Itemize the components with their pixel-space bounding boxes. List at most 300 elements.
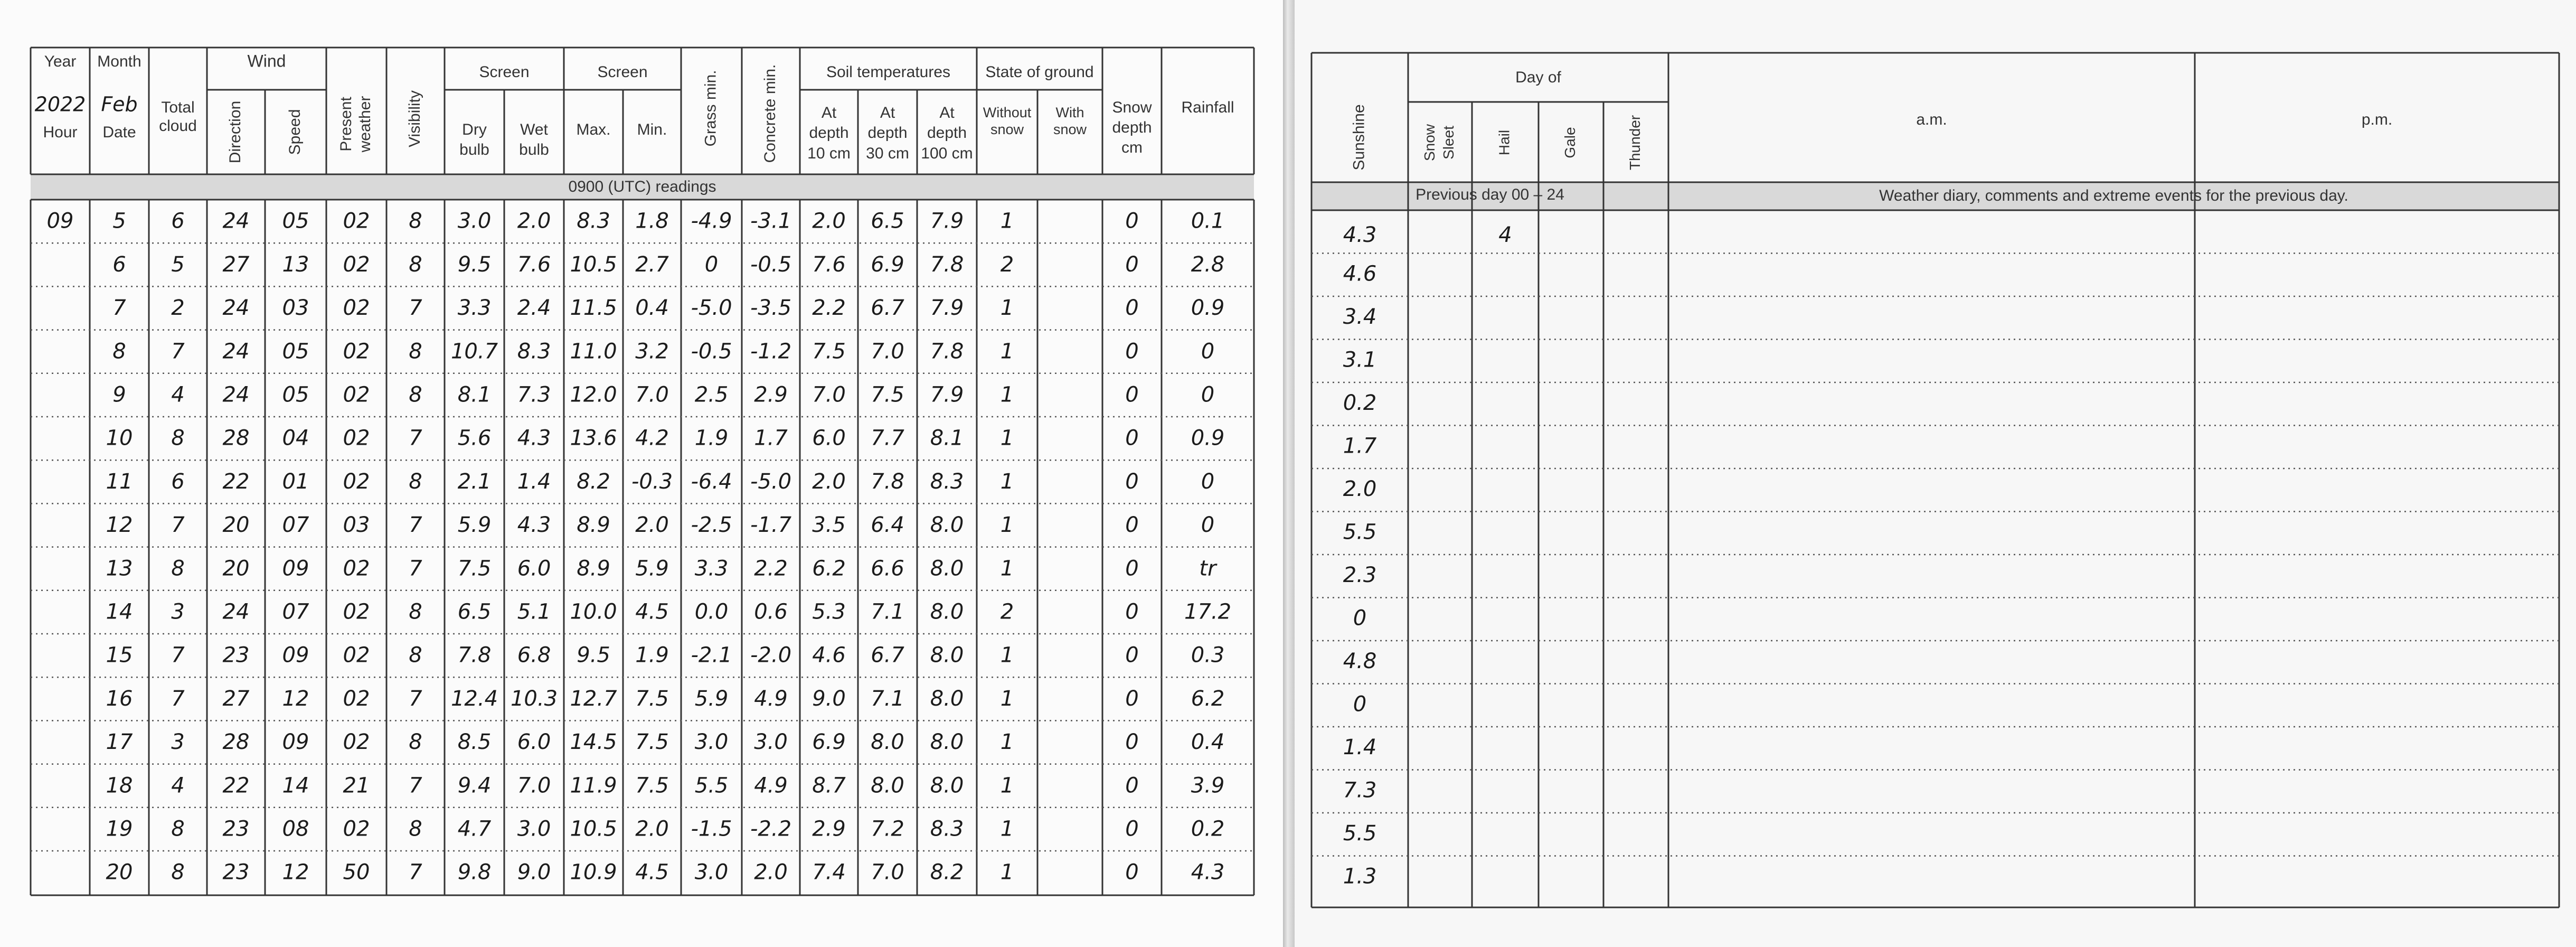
cell-rain: 0 <box>1201 513 1215 538</box>
prev-day-band-label: Previous day 00 – 24 <box>1416 185 1564 203</box>
cell-sunshine: 4.8 <box>1343 649 1377 673</box>
cell-vis: 8 <box>409 817 422 841</box>
cell-cloud: 7 <box>171 686 185 711</box>
cell-without: 1 <box>1000 556 1014 581</box>
header-label: 100 cm <box>921 144 973 162</box>
cell-wet: 2.0 <box>517 209 551 233</box>
cell-sunshine: 3.4 <box>1343 304 1377 329</box>
cell-s100: 8.0 <box>930 643 964 668</box>
cell-without: 2 <box>1000 599 1014 624</box>
header-label: bulb <box>519 140 549 158</box>
cell-wet: 3.0 <box>517 817 551 841</box>
cell-dir: 27 <box>222 686 250 711</box>
cell-cloud: 3 <box>171 730 185 755</box>
cell-cloud: 6 <box>171 209 185 233</box>
cell-vis: 8 <box>409 209 422 233</box>
cell-concrete: -5.0 <box>750 469 792 494</box>
cell-vis: 7 <box>409 686 422 711</box>
cell-wet: 10.3 <box>510 686 558 711</box>
cell-sunshine: 4.6 <box>1343 261 1377 286</box>
header-label: Grass min. <box>702 70 720 147</box>
header-label: Year <box>44 52 77 70</box>
cell-weather: 03 <box>343 513 370 538</box>
cell-without: 1 <box>1000 686 1014 711</box>
cell-min: 2.0 <box>635 513 669 538</box>
header-label: Snow <box>1421 124 1438 162</box>
cell-rain: 0.9 <box>1191 426 1225 451</box>
cell-s10: 7.4 <box>812 860 846 885</box>
cell-min: 7.5 <box>635 686 669 711</box>
cell-snow: 0 <box>1125 469 1139 494</box>
cell-speed: 04 <box>282 426 309 451</box>
cell-dir: 24 <box>222 339 250 364</box>
cell-weather: 02 <box>343 469 370 494</box>
cell-dry: 7.5 <box>457 556 492 581</box>
cell-s30: 7.0 <box>871 860 904 885</box>
cell-dry: 7.8 <box>457 643 492 668</box>
cell-cloud: 8 <box>171 556 185 581</box>
header-label: Direction <box>226 100 244 164</box>
header-label: Visibility <box>405 90 423 147</box>
cell-concrete: 0.6 <box>754 599 788 624</box>
cell-concrete: -2.0 <box>750 643 792 668</box>
cell-dry: 2.1 <box>457 469 492 494</box>
cell-s30: 7.0 <box>871 339 904 364</box>
cell-speed: 12 <box>282 686 309 711</box>
cell-rain: 17.2 <box>1184 599 1232 624</box>
cell-wet: 2.4 <box>517 296 551 321</box>
header-label: Dry <box>462 120 487 138</box>
readings-band-label: 0900 (UTC) readings <box>568 177 716 195</box>
cell-s100: 8.0 <box>930 599 964 624</box>
cell-snow: 0 <box>1125 296 1139 321</box>
cell-min: 2.7 <box>635 252 669 277</box>
month-value: Feb <box>101 92 138 116</box>
cell-grass: 3.0 <box>694 860 729 885</box>
cell-s30: 6.5 <box>871 209 904 233</box>
cell-weather: 02 <box>343 730 370 755</box>
cell-concrete: 1.7 <box>754 426 788 451</box>
cell-date: 20 <box>106 860 133 885</box>
cell-wet: 1.4 <box>517 469 551 494</box>
cell-grass: 3.0 <box>694 730 729 755</box>
cell-sunshine: 4.3 <box>1343 222 1377 247</box>
cell-vis: 8 <box>409 339 422 364</box>
cell-without: 2 <box>1000 252 1014 277</box>
header-label: Soil temperatures <box>826 63 951 81</box>
cell-vis: 7 <box>409 773 422 798</box>
cell-min: 2.0 <box>635 817 669 841</box>
cell-hail: 4 <box>1498 222 1512 247</box>
cell-date: 11 <box>106 469 133 494</box>
cell-rain: 2.8 <box>1191 252 1225 277</box>
cell-without: 1 <box>1000 296 1014 321</box>
cell-min: 4.5 <box>635 860 669 885</box>
cell-date: 7 <box>112 296 126 321</box>
cell-speed: 13 <box>282 252 309 277</box>
cell-cloud: 8 <box>171 426 185 451</box>
cell-s30: 6.7 <box>871 296 904 321</box>
header-label: Sleet <box>1440 126 1457 160</box>
cell-s100: 8.1 <box>930 426 964 451</box>
cell-weather: 02 <box>343 686 370 711</box>
cell-max: 14.5 <box>570 730 617 755</box>
cell-speed: 09 <box>282 556 309 581</box>
cell-s100: 7.8 <box>930 339 964 364</box>
cell-cloud: 8 <box>171 860 185 885</box>
cell-speed: 07 <box>282 599 309 624</box>
cell-dir: 24 <box>222 599 250 624</box>
cell-grass: -5.0 <box>691 296 732 321</box>
cell-snow: 0 <box>1125 686 1139 711</box>
cell-s30: 7.8 <box>871 469 904 494</box>
header-label: 10 cm <box>807 144 851 162</box>
cell-without: 1 <box>1000 209 1014 233</box>
cell-without: 1 <box>1000 730 1014 755</box>
cell-rain: 0.3 <box>1191 643 1225 668</box>
cell-cloud: 7 <box>171 339 185 364</box>
cell-dir: 20 <box>222 513 250 538</box>
cell-date: 5 <box>112 209 126 233</box>
cell-max: 8.9 <box>577 556 610 581</box>
header-label: At <box>821 104 837 121</box>
cell-s100: 8.0 <box>930 686 964 711</box>
cell-concrete: -0.5 <box>750 252 792 277</box>
cell-min: 1.9 <box>635 643 669 668</box>
cell-without: 1 <box>1000 817 1014 841</box>
cell-vis: 8 <box>409 252 422 277</box>
cell-without: 1 <box>1000 643 1014 668</box>
cell-s100: 8.0 <box>930 730 964 755</box>
year-value: 2022 <box>34 92 86 116</box>
cell-without: 1 <box>1000 469 1014 494</box>
cell-wet: 4.3 <box>517 513 551 538</box>
cell-vis: 8 <box>409 643 422 668</box>
cell-wet: 4.3 <box>517 426 551 451</box>
cell-snow: 0 <box>1125 773 1139 798</box>
cell-weather: 02 <box>343 556 370 581</box>
cell-cloud: 3 <box>171 599 185 624</box>
cell-speed: 05 <box>282 209 309 233</box>
cell-s100: 8.2 <box>930 860 964 885</box>
cell-min: 7.5 <box>635 730 669 755</box>
header-label: Date <box>102 123 136 141</box>
cell-max: 13.6 <box>570 426 617 451</box>
cell-speed: 08 <box>282 817 309 841</box>
cell-without: 1 <box>1000 339 1014 364</box>
cell-s30: 7.1 <box>871 686 904 711</box>
cell-dir: 24 <box>222 296 250 321</box>
cell-concrete: 4.9 <box>754 773 788 798</box>
cell-dir: 22 <box>222 773 250 798</box>
cell-date: 12 <box>106 513 133 538</box>
cell-rain: 0.9 <box>1191 296 1225 321</box>
cell-dry: 12.4 <box>450 686 498 711</box>
cell-wet: 6.0 <box>517 556 551 581</box>
cell-snow: 0 <box>1125 556 1139 581</box>
cell-date: 13 <box>106 556 133 581</box>
cell-s100: 8.3 <box>930 469 964 494</box>
cell-grass: 0 <box>704 252 719 277</box>
cell-rain: 0.2 <box>1191 817 1225 841</box>
cell-max: 12.0 <box>570 382 617 407</box>
cell-grass: -4.9 <box>691 209 732 233</box>
cell-dry: 10.7 <box>450 339 498 364</box>
cell-without: 1 <box>1000 773 1014 798</box>
header-label: snow <box>1053 121 1087 138</box>
cell-without: 1 <box>1000 382 1014 407</box>
cell-min: 7.0 <box>635 382 669 407</box>
cell-wet: 9.0 <box>517 860 551 885</box>
cell-dir: 23 <box>222 860 250 885</box>
cell-cloud: 4 <box>171 382 185 407</box>
cell-sunshine: 5.5 <box>1343 520 1377 545</box>
cell-max: 9.5 <box>577 643 610 668</box>
cell-sunshine: 0 <box>1353 606 1367 631</box>
cell-concrete: 2.0 <box>754 860 788 885</box>
cell-s100: 8.0 <box>930 773 964 798</box>
header-label: Wet <box>520 120 548 138</box>
cell-speed: 14 <box>282 773 309 798</box>
cell-rain: 3.9 <box>1191 773 1225 798</box>
cell-date: 10 <box>106 426 133 451</box>
cell-rain: 0 <box>1201 339 1215 364</box>
cell-weather: 02 <box>343 339 370 364</box>
cell-grass: 5.9 <box>694 686 729 711</box>
cell-s100: 7.9 <box>930 209 964 233</box>
cell-min: 4.5 <box>635 599 669 624</box>
cell-dry: 3.3 <box>457 296 492 321</box>
cell-dry: 8.5 <box>457 730 492 755</box>
cell-rain: 0 <box>1201 382 1215 407</box>
cell-without: 1 <box>1000 426 1014 451</box>
cell-dir: 27 <box>222 252 250 277</box>
cell-grass: -6.4 <box>691 469 732 494</box>
cell-grass: 5.5 <box>694 773 729 798</box>
header-label: Gale <box>1561 127 1578 158</box>
header-label: At <box>880 104 895 121</box>
header-label: Total <box>161 98 195 116</box>
left-page <box>0 0 1283 947</box>
cell-speed: 05 <box>282 339 309 364</box>
cell-concrete: -2.2 <box>750 817 792 841</box>
header-label: a.m. <box>1916 110 1947 128</box>
header-label: snow <box>990 121 1024 138</box>
cell-dry: 9.4 <box>457 773 492 798</box>
cell-wet: 5.1 <box>517 599 551 624</box>
cell-snow: 0 <box>1125 817 1139 841</box>
header-label: weather <box>356 96 374 153</box>
cell-vis: 8 <box>409 469 422 494</box>
cell-hour: 09 <box>46 209 74 233</box>
cell-max: 12.7 <box>570 686 617 711</box>
cell-vis: 7 <box>409 860 422 885</box>
cell-s100: 7.9 <box>930 296 964 321</box>
cell-dir: 28 <box>222 426 250 451</box>
cell-grass: 3.3 <box>694 556 729 581</box>
cell-date: 15 <box>106 643 133 668</box>
cell-cloud: 5 <box>171 252 185 277</box>
cell-wet: 6.8 <box>517 643 551 668</box>
cell-snow: 0 <box>1125 426 1139 451</box>
cell-weather: 50 <box>343 860 370 885</box>
cell-concrete: 4.9 <box>754 686 788 711</box>
cell-max: 11.0 <box>570 339 617 364</box>
cell-s10: 7.5 <box>812 339 846 364</box>
cell-dry: 3.0 <box>457 209 492 233</box>
cell-rain: 6.2 <box>1191 686 1225 711</box>
cell-concrete: -1.2 <box>750 339 792 364</box>
header-label: Min. <box>637 120 667 138</box>
cell-s10: 2.0 <box>812 209 846 233</box>
cell-s30: 7.7 <box>871 426 904 451</box>
cell-without: 1 <box>1000 513 1014 538</box>
cell-concrete: -1.7 <box>750 513 792 538</box>
cell-grass: 2.5 <box>694 382 729 407</box>
cell-s30: 8.0 <box>871 730 904 755</box>
cell-snow: 0 <box>1125 860 1139 885</box>
header-label: Screen <box>479 63 530 81</box>
cell-max: 10.9 <box>570 860 617 885</box>
header-label: State of ground <box>985 63 1094 81</box>
cell-s30: 6.4 <box>871 513 904 538</box>
cell-min: 3.2 <box>635 339 669 364</box>
cell-dry: 4.7 <box>457 817 492 841</box>
cell-dry: 8.1 <box>457 382 492 407</box>
header-label: depth <box>1112 118 1152 136</box>
cell-sunshine: 1.4 <box>1343 735 1377 760</box>
cell-dir: 22 <box>222 469 250 494</box>
diary-table <box>1295 0 2576 947</box>
diary-band-label: Weather diary, comments and extreme events for the previous day. <box>1879 186 2348 204</box>
cell-speed: 05 <box>282 382 309 407</box>
cell-grass: -2.1 <box>691 643 732 668</box>
header-label: depth <box>809 124 849 142</box>
cell-date: 14 <box>106 599 133 624</box>
cell-s100: 8.3 <box>930 817 964 841</box>
header-label: Hour <box>43 123 78 141</box>
cell-weather: 02 <box>343 426 370 451</box>
cell-snow: 0 <box>1125 643 1139 668</box>
cell-s30: 7.5 <box>871 382 904 407</box>
cell-cloud: 6 <box>171 469 185 494</box>
cell-dir: 24 <box>222 382 250 407</box>
cell-s100: 7.8 <box>930 252 964 277</box>
cell-s10: 6.9 <box>812 730 846 755</box>
header-label: With <box>1055 105 1084 121</box>
cell-vis: 7 <box>409 556 422 581</box>
cell-dry: 6.5 <box>457 599 492 624</box>
cell-weather: 02 <box>343 599 370 624</box>
daily-readings-table <box>0 0 1283 947</box>
header-label: At <box>939 104 955 121</box>
cell-wet: 7.6 <box>517 252 551 277</box>
header-label: Present <box>337 97 355 152</box>
cell-vis: 8 <box>409 382 422 407</box>
cell-max: 8.9 <box>577 513 610 538</box>
cell-wet: 6.0 <box>517 730 551 755</box>
header-label: Rainfall <box>1181 98 1234 116</box>
cell-sunshine: 5.5 <box>1343 821 1377 846</box>
cell-s30: 6.7 <box>871 643 904 668</box>
cell-sunshine: 0 <box>1353 692 1367 717</box>
cell-grass: -2.5 <box>691 513 732 538</box>
header-label: Month <box>97 52 141 70</box>
header-label: cloud <box>159 117 197 135</box>
cell-s10: 2.9 <box>812 817 846 841</box>
cell-max: 10.5 <box>570 817 617 841</box>
cell-sunshine: 0.2 <box>1343 390 1377 415</box>
header-label: Day of <box>1515 68 1561 86</box>
cell-concrete: 2.2 <box>754 556 788 581</box>
header-label: Sunshine <box>1350 104 1368 171</box>
cell-snow: 0 <box>1125 513 1139 538</box>
cell-cloud: 4 <box>171 773 185 798</box>
cell-grass: 1.9 <box>694 426 729 451</box>
cell-speed: 07 <box>282 513 309 538</box>
cell-speed: 12 <box>282 860 309 885</box>
cell-date: 19 <box>106 817 133 841</box>
cell-dir: 28 <box>222 730 250 755</box>
cell-max: 11.9 <box>570 773 617 798</box>
header-label: bulb <box>459 140 489 158</box>
cell-rain: 0.1 <box>1191 209 1225 233</box>
cell-max: 10.0 <box>570 599 617 624</box>
cell-dry: 5.6 <box>457 426 492 451</box>
cell-snow: 0 <box>1125 252 1139 277</box>
header-label: Max. <box>576 120 611 138</box>
cell-cloud: 8 <box>171 817 185 841</box>
header-label: Speed <box>286 109 304 155</box>
cell-s100: 8.0 <box>930 556 964 581</box>
cell-rain: 0.4 <box>1191 730 1225 755</box>
cell-min: 0.4 <box>635 296 669 321</box>
cell-vis: 8 <box>409 730 422 755</box>
header-label: Wind <box>247 51 286 71</box>
cell-s10: 4.6 <box>812 643 846 668</box>
cell-speed: 01 <box>282 469 309 494</box>
header-label: depth <box>927 124 967 142</box>
cell-s10: 7.0 <box>812 382 846 407</box>
cell-dir: 23 <box>222 817 250 841</box>
cell-without: 1 <box>1000 860 1014 885</box>
cell-min: 5.9 <box>635 556 669 581</box>
header-label: 30 cm <box>866 144 909 162</box>
cell-sunshine: 3.1 <box>1343 348 1377 372</box>
cell-s30: 7.1 <box>871 599 904 624</box>
cell-sunshine: 2.0 <box>1343 476 1377 501</box>
cell-wet: 7.3 <box>517 382 551 407</box>
cell-s10: 6.2 <box>812 556 846 581</box>
cell-snow: 0 <box>1125 339 1139 364</box>
cell-s10: 2.2 <box>812 296 846 321</box>
cell-dir: 20 <box>222 556 250 581</box>
cell-wet: 7.0 <box>517 773 551 798</box>
cell-dry: 9.5 <box>457 252 492 277</box>
cell-s100: 7.9 <box>930 382 964 407</box>
cell-s10: 3.5 <box>812 513 846 538</box>
cell-vis: 7 <box>409 426 422 451</box>
cell-s100: 8.0 <box>930 513 964 538</box>
cell-dry: 9.8 <box>457 860 492 885</box>
cell-grass: -0.5 <box>691 339 732 364</box>
cell-wet: 8.3 <box>517 339 551 364</box>
cell-s10: 6.0 <box>812 426 846 451</box>
cell-weather: 02 <box>343 209 370 233</box>
header-label: depth <box>867 124 908 142</box>
cell-s30: 7.2 <box>871 817 904 841</box>
cell-s10: 7.6 <box>812 252 846 277</box>
